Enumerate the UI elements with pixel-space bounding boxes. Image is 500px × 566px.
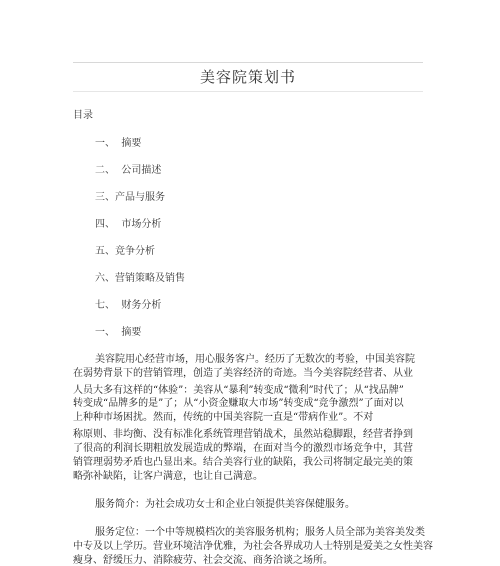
- paragraph-line: 中专及以上学历。营业环境洁净优雅，为社会各界成功人士特别是爱美之女性美容: [73, 541, 433, 552]
- paragraph-line: 略弥补缺陷，让客户满意，也让自己满意。: [73, 471, 263, 482]
- paragraph-line: 销管理弱势矛盾也凸显出来。结合美容行业的缺陷，我公司将制定最完美的策: [73, 457, 413, 468]
- paragraph-line: 瘦身、舒缓压力、消除疲劳、社会交流、商务洽谈之场所。: [73, 555, 333, 566]
- toc-item-summary: 一、 摘要: [95, 138, 142, 149]
- paragraph-line: 人员大多有这样的“体验”：美容从“暴利”转变成“微利”时代了；从“找品牌”: [73, 385, 404, 396]
- service-intro: 服务简介：为社会成功女士和企业白领提供美容保健服务。: [95, 499, 355, 510]
- document-title: 美容院策划书: [73, 62, 423, 92]
- toc-item-products: 三、产品与服务: [95, 192, 165, 203]
- toc-item-finance: 七、 财务分析: [95, 300, 162, 311]
- paragraph-line: 上种种市场困扰。然而，传统的中国美容院一直是“带病作业”。不对: [73, 412, 374, 423]
- paragraph-line: 美容院用心经营市场，用心服务客户。经历了无数次的考验，中国美容院: [95, 354, 415, 365]
- paragraph-line: 了很高的利润长期粗放发展造成的弊端，在面对当今的激烈市场竞争中，其营: [73, 443, 413, 454]
- toc-item-market: 四、 市场分析: [95, 219, 162, 230]
- toc-item-company: 二、 公司描述: [95, 165, 162, 176]
- toc-heading: 目录: [73, 110, 93, 121]
- paragraph-line: 转变成“品牌多的是”了；从“小资金赚取大市场”转变成“竞争激烈”了面对以: [73, 398, 404, 409]
- toc-item-marketing: 六、营销策略及销售: [95, 273, 185, 284]
- paragraph-line: 在弱势背景下的营销管理，创造了美容经济的奇迹。当今美容院经营者、从业: [73, 368, 413, 379]
- toc-item-competition: 五、竞争分析: [95, 246, 155, 257]
- section-heading: 一、 摘要: [95, 327, 142, 338]
- paragraph-line: 服务定位：一个中等规模档次的美容服务机构；服务人员全部为美容美发类: [95, 527, 425, 538]
- paragraph-line: 称原则、非均衡、没有标准化系统管理营销战术，虽然站稳脚跟，经营者挣到: [73, 429, 413, 440]
